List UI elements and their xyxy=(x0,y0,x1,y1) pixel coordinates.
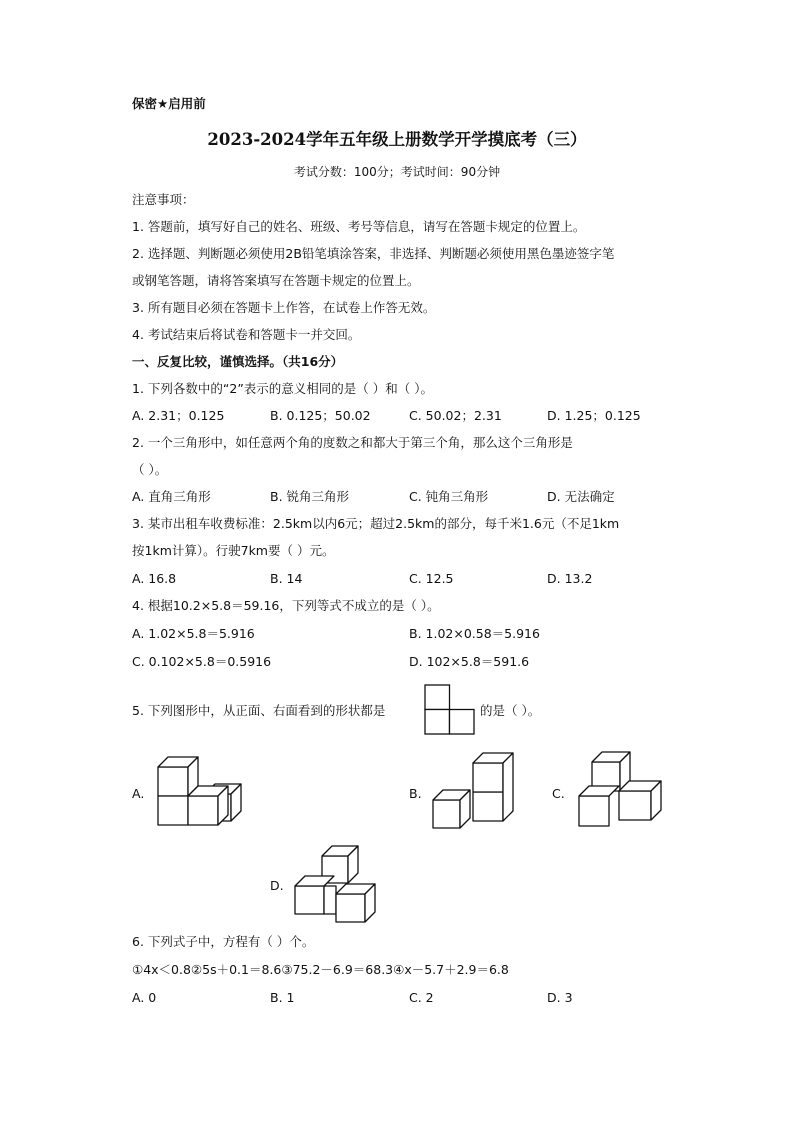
note-3: 3. 所有题目必须在答题卡上作答，在试卷上作答无效。 xyxy=(132,300,436,315)
q3-option-b: B. 14 xyxy=(270,571,303,586)
note-4: 4. 考试结束后将试卷和答题卡一并交回。 xyxy=(132,327,361,342)
q3-stem-line-2: 按1km计算）。行驶7km要（ ）元。 xyxy=(132,543,335,558)
q1-option-b: B. 0.125；50.02 xyxy=(270,408,371,423)
cube-figure-a-icon xyxy=(150,750,250,830)
q5-option-a-label: A. xyxy=(132,786,145,801)
notes-heading: 注意事项： xyxy=(132,192,195,207)
q6-option-b: B. 1 xyxy=(270,990,295,1005)
q4-option-d: D. 102×5.8＝591.6 xyxy=(409,654,530,669)
note-2-line-1: 2. 选择题、判断题必须使用2B铅笔填涂答案，非选择、判断题必须使用黑色墨迹签字笔 xyxy=(132,246,615,261)
q6-stem: 6. 下列式子中，方程有（ ）个。 xyxy=(132,934,315,949)
q3-option-c: C. 12.5 xyxy=(409,571,454,586)
cube-figure-c-icon xyxy=(574,748,669,833)
q2-stem-line-2: （ ）。 xyxy=(132,462,168,477)
cube-figure-d-icon xyxy=(290,842,385,927)
q2-option-a: A. 直角三角形 xyxy=(132,489,211,504)
q4-option-c: C. 0.102×5.8＝0.5916 xyxy=(132,654,272,669)
section-1-heading: 一、反复比较，谨慎选择。（共16分） xyxy=(132,354,344,369)
front-right-view-shape-icon xyxy=(424,684,476,736)
q6-items: ①4x＜0.8②5s＋0.1＝8.6③75.2－6.9＝68.3④x－5.7＋2.9＝6.8 xyxy=(132,962,509,977)
q2-option-d: D. 无法确定 xyxy=(547,489,615,504)
q5-option-b-label: B. xyxy=(409,786,422,801)
q1-option-a: A. 2.31；0.125 xyxy=(132,408,225,423)
q1-stem: 1. 下列各数中的“2”表示的意义相同的是（ ）和（ ）。 xyxy=(132,381,434,396)
q1-option-c: C. 50.02；2.31 xyxy=(409,408,502,423)
note-2-line-2: 或钢笔答题，请将答案填写在答题卡规定的位置上。 xyxy=(132,273,420,288)
q6-option-a: A. 0 xyxy=(132,990,157,1005)
q5-option-c-label: C. xyxy=(552,786,565,801)
cube-figure-b-icon xyxy=(428,750,523,835)
q5-stem-part-1: 5. 下列图形中，从正面、右面看到的形状都是 xyxy=(132,703,386,718)
q4-option-a: A. 1.02×5.8＝5.916 xyxy=(132,626,255,641)
score-time-line: 考试分数：100分；考试时间：90分钟 xyxy=(293,165,501,179)
exam-title: 2023-2024学年五年级上册数学开学摸底考（三） xyxy=(207,130,587,149)
q3-stem-line-1: 3. 某市出租车收费标准：2.5km以内6元；超过2.5km的部分，每千米1.6元（不足1km xyxy=(132,516,620,531)
note-1: 1. 答题前，填写好自己的姓名、班级、考号等信息，请写在答题卡规定的位置上。 xyxy=(132,219,586,234)
q4-stem: 4. 根据10.2×5.8＝59.16，下列等式不成立的是（ ）。 xyxy=(132,598,440,613)
confidential-mark: 保密★启用前 xyxy=(132,96,206,111)
q3-option-d: D. 13.2 xyxy=(547,571,593,586)
q4-option-b: B. 1.02×0.58＝5.916 xyxy=(409,626,540,641)
q2-option-c: C. 钝角三角形 xyxy=(409,489,489,504)
q2-stem-line-1: 2. 一个三角形中，如任意两个角的度数之和都大于第三个角，那么这个三角形是 xyxy=(132,435,573,450)
q6-option-c: C. 2 xyxy=(409,990,434,1005)
q5-stem-part-2: 的是（ ）。 xyxy=(480,703,541,718)
q2-option-b: B. 锐角三角形 xyxy=(270,489,350,504)
q5-option-d-label: D. xyxy=(270,878,284,893)
q6-option-d: D. 3 xyxy=(547,990,573,1005)
q3-option-a: A. 16.8 xyxy=(132,571,177,586)
q1-option-d: D. 1.25；0.125 xyxy=(547,408,641,423)
